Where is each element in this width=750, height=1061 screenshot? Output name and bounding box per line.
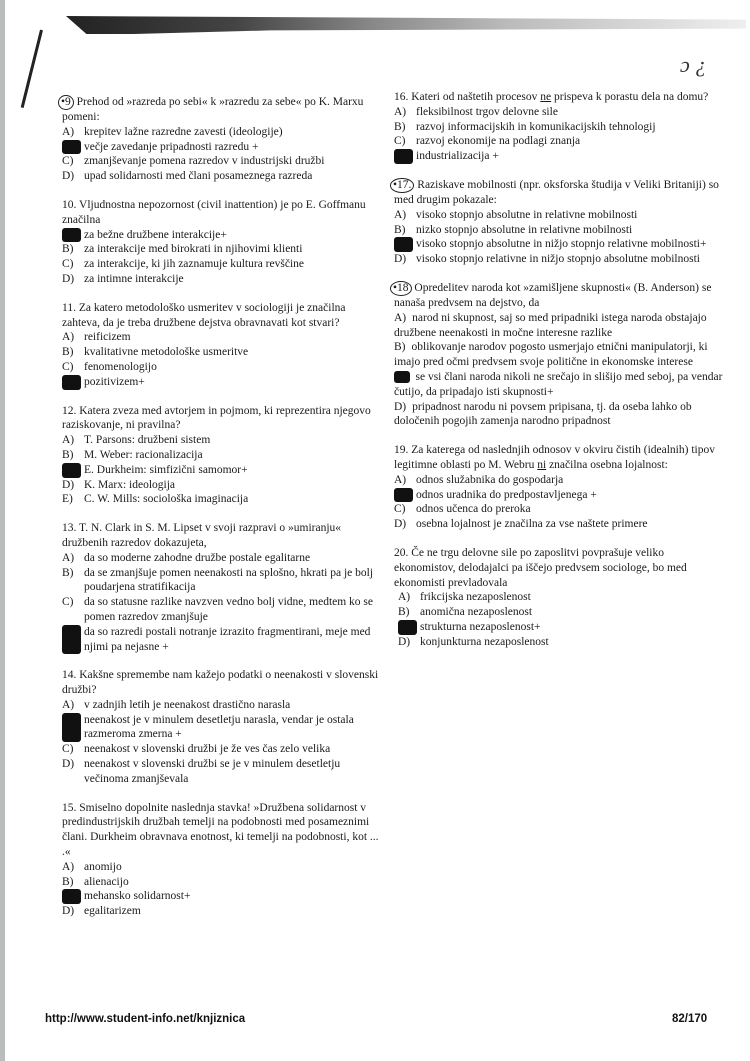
answer-text: reificizem bbox=[84, 331, 131, 344]
question-stem bbox=[394, 443, 728, 473]
question-number: 14. bbox=[62, 669, 77, 682]
answer-text: da se zmanjšuje pomen neenakosti na splošno, hkrati pa je bolj poudarjena stratifikacija bbox=[84, 566, 374, 594]
answer-option[interactable] bbox=[394, 208, 728, 223]
answer-option[interactable] bbox=[394, 473, 728, 488]
marked-answer-label: D) bbox=[62, 375, 81, 390]
answer-label: A) bbox=[394, 311, 407, 324]
scan-artifact-bar bbox=[66, 16, 746, 34]
question-19 bbox=[394, 443, 728, 532]
answer-label: B) bbox=[62, 875, 74, 888]
answer-option[interactable] bbox=[62, 566, 382, 596]
answer-text: za interakcije med birokrati in njihovimi klienti bbox=[84, 243, 303, 256]
answer-text: mehansko solidarnost+ bbox=[84, 890, 191, 903]
answer-option[interactable] bbox=[62, 757, 382, 787]
answer-label: A) bbox=[62, 331, 75, 344]
answer-option[interactable] bbox=[62, 595, 382, 625]
answer-label: D) bbox=[62, 272, 75, 285]
answer-label: A) bbox=[62, 698, 75, 711]
answer-text: alienacijo bbox=[84, 875, 129, 888]
answer-label: B) bbox=[62, 448, 74, 461]
answer-option[interactable] bbox=[394, 488, 728, 503]
question-text-underlined: ni bbox=[537, 458, 547, 471]
answer-label: D) bbox=[394, 518, 407, 531]
answer-text: kvalitativne metodološke usmeritve bbox=[84, 346, 249, 359]
question-stem bbox=[62, 301, 382, 331]
right-column bbox=[394, 90, 728, 650]
question-number: 12. bbox=[62, 404, 77, 417]
answer-option[interactable] bbox=[62, 345, 382, 360]
answer-text: anomična nezaposlenost bbox=[420, 606, 533, 619]
answer-label: B) bbox=[394, 341, 406, 354]
question-stem bbox=[62, 521, 382, 551]
answer-option[interactable] bbox=[62, 742, 382, 757]
question-17 bbox=[394, 178, 728, 267]
answer-text: narod ni skupnost, saj so med pripadniki istega naroda obstajajo družbene neenakosti in močne interesne razlike bbox=[394, 311, 707, 339]
answer-text: fleksibilnost trgov delovne sile bbox=[416, 105, 558, 118]
question-9 bbox=[62, 95, 382, 184]
question-text: Vljudnostna nepozornost (civil inattention) je po E. Goffmanu značilna bbox=[62, 198, 366, 226]
question-10 bbox=[62, 198, 382, 287]
marked-answer-label: B) bbox=[394, 488, 413, 503]
answer-text: odnos učenca do preroka bbox=[416, 503, 531, 516]
question-text-underlined: ne bbox=[540, 91, 552, 103]
question-13 bbox=[62, 521, 382, 654]
question-stem bbox=[394, 178, 728, 208]
answer-text: visoko stopnjo absolutne in nižjo stopnjo relativne mobilnosti+ bbox=[416, 238, 707, 251]
answer-label: A) bbox=[398, 591, 411, 604]
marked-answer-label: C) bbox=[398, 620, 417, 635]
answer-text: odnos uradnika do predpostavljenega + bbox=[416, 488, 597, 501]
answer-text: večje zavedanje pripadnosti razredu + bbox=[84, 140, 259, 153]
answer-option[interactable] bbox=[62, 492, 382, 507]
answer-option[interactable] bbox=[62, 698, 382, 713]
answer-text: za interakcije, ki jih zaznamuje kultura revščine bbox=[84, 258, 304, 271]
answer-text: se vsi člani naroda nikoli ne srečajo in slišijo med seboj, pa vendar čutijo, da pripadajo isti skupnosti+ bbox=[394, 370, 723, 398]
answer-option[interactable] bbox=[394, 149, 728, 164]
answer-option[interactable] bbox=[62, 875, 382, 890]
answer-label: A) bbox=[62, 551, 75, 564]
answer-option[interactable] bbox=[394, 620, 728, 635]
answer-option[interactable] bbox=[62, 125, 382, 140]
question-number: •17. bbox=[390, 178, 414, 193]
question-20 bbox=[394, 546, 728, 650]
answer-label: D) bbox=[398, 635, 411, 648]
question-text: značilna osebna lojalnost: bbox=[546, 458, 668, 471]
answer-option[interactable] bbox=[394, 311, 728, 341]
answer-label: D) bbox=[62, 758, 75, 771]
answer-text: fenomenologijo bbox=[84, 360, 157, 373]
answer-option[interactable] bbox=[62, 625, 382, 655]
marked-answer-label: C) bbox=[396, 370, 408, 383]
answer-text: konjunkturna nezaposlenost bbox=[420, 635, 549, 648]
answer-text: v zadnjih letih je neenakost drastično narasla bbox=[84, 698, 291, 711]
answer-text: K. Marx: ideologija bbox=[84, 478, 176, 491]
answer-text: C. W. Mills: sociološka imaginacija bbox=[84, 493, 249, 506]
question-number: 10. bbox=[62, 198, 77, 211]
answer-option[interactable] bbox=[62, 330, 382, 345]
question-18 bbox=[394, 281, 728, 429]
marked-answer-label: B) bbox=[62, 140, 81, 155]
question-text: Katera zveza med avtorjem in pojmom, ki reprezentira njegovo raziskovanje, ni pravilna? bbox=[62, 404, 371, 432]
answer-text: visoko stopnjo relativne in nižjo stopnjo absolutne mobilnosti bbox=[416, 253, 700, 266]
answer-text: da so statusne razlike navzven vedno bolj vidne, medtem ko se pomen razredov zmanjšuje bbox=[84, 596, 374, 623]
answer-label: D) bbox=[394, 400, 407, 413]
answer-text: da so razredi postali notranje izrazito fragmentirani, meje med njimi pa nejasne + bbox=[84, 625, 371, 653]
answer-option[interactable] bbox=[394, 370, 728, 400]
answer-label: B) bbox=[394, 223, 406, 236]
answer-label: B) bbox=[62, 346, 74, 359]
marked-answer-label: C) bbox=[62, 889, 81, 904]
answer-text: upad solidarnosti med člani posameznega razreda bbox=[84, 170, 313, 183]
answer-option[interactable] bbox=[62, 713, 382, 743]
answer-option[interactable] bbox=[62, 463, 382, 478]
answer-option[interactable] bbox=[62, 272, 382, 287]
question-number: •9 bbox=[58, 95, 74, 110]
question-text: Opredelitev naroda kot »zamišljene skupnosti« (B. Anderson) se nanaša predvsem na dejstvo, da bbox=[394, 281, 712, 309]
answer-option[interactable] bbox=[62, 448, 382, 463]
answer-option[interactable] bbox=[62, 360, 382, 375]
question-number: 11. bbox=[62, 301, 76, 314]
scan-artifact-line bbox=[21, 30, 43, 108]
question-number: 19. bbox=[394, 444, 409, 457]
question-stem bbox=[394, 281, 728, 311]
answer-text: krepitev lažne razredne zavesti (ideologije) bbox=[84, 125, 283, 138]
marked-answer-label: D) bbox=[394, 149, 413, 164]
question-text: Za katero metodološko usmeritev v sociologiji je značilna zahteva, da je treba družbene dejstva obravnavati kot stvari? bbox=[62, 301, 346, 329]
answer-option[interactable] bbox=[394, 105, 728, 120]
answer-label: B) bbox=[62, 566, 74, 579]
question-stem bbox=[62, 198, 382, 228]
answer-option[interactable] bbox=[394, 517, 728, 532]
answer-label: D) bbox=[62, 478, 75, 491]
answer-text: odnos služabnika do gospodarja bbox=[416, 473, 564, 486]
answer-option[interactable] bbox=[394, 605, 728, 620]
answer-text: pozitivizem+ bbox=[84, 375, 145, 388]
question-number: 20. bbox=[394, 546, 409, 559]
question-text: Za katerega od naslednjih odnosov v okviru čistih (idealnih) tipov legitimne oblasti po M. Webru bbox=[394, 444, 715, 471]
answer-label: B) bbox=[62, 243, 74, 256]
answer-label: C) bbox=[62, 258, 74, 271]
answer-label: E) bbox=[62, 493, 73, 506]
answer-label: A) bbox=[394, 208, 407, 221]
answer-option[interactable] bbox=[394, 223, 728, 238]
question-stem bbox=[62, 95, 382, 125]
question-16 bbox=[394, 90, 728, 164]
answer-option[interactable] bbox=[394, 400, 728, 430]
answer-label: C) bbox=[62, 596, 74, 609]
question-text: prispeva k porastu dela na domu? bbox=[551, 91, 709, 103]
question-stem bbox=[62, 404, 382, 434]
answer-option[interactable] bbox=[394, 590, 728, 605]
question-text: T. N. Clark in S. M. Lipset v svoji razpravi o »umiranju« družbenih razredov dokazujeta, bbox=[62, 522, 342, 549]
question-text: Kateri od naštetih procesov bbox=[411, 91, 541, 103]
answer-label: C) bbox=[394, 135, 406, 148]
answer-text: razvoj informacijskih in komunikacijskih tehnologij bbox=[416, 120, 656, 133]
handwritten-note: ɔ ¿ bbox=[680, 52, 707, 77]
answer-option[interactable] bbox=[394, 502, 728, 517]
answer-text: nizko stopnjo absolutne in relativne mobilnosti bbox=[416, 223, 633, 236]
answer-label: B) bbox=[398, 606, 410, 619]
answer-label: B) bbox=[394, 120, 406, 133]
answer-option[interactable] bbox=[394, 237, 728, 252]
answer-option[interactable] bbox=[62, 154, 382, 169]
marked-answer-label: B) bbox=[62, 713, 81, 743]
answer-text: neenakost v slovenski družbi se je v minulem desetletju večinoma zmanjševala bbox=[84, 758, 341, 785]
question-number: 16. bbox=[394, 91, 409, 103]
answer-label: C) bbox=[62, 360, 74, 373]
answer-text: E. Durkheim: simfizični samomor+ bbox=[84, 463, 248, 476]
answer-label: A) bbox=[62, 860, 75, 873]
answer-option[interactable] bbox=[62, 375, 382, 390]
answer-label: A) bbox=[62, 434, 75, 447]
answer-option[interactable] bbox=[394, 252, 728, 267]
answer-option[interactable] bbox=[62, 228, 382, 243]
answer-option[interactable] bbox=[62, 860, 382, 875]
answer-text: industrializacija + bbox=[416, 150, 499, 163]
answer-text: T. Parsons: družbeni sistem bbox=[84, 434, 211, 447]
answer-option[interactable] bbox=[62, 551, 382, 566]
answer-label: A) bbox=[394, 473, 407, 486]
answer-text: za intimne interakcije bbox=[84, 272, 184, 285]
answer-text: strukturna nezaposlenost+ bbox=[420, 620, 541, 633]
question-stem bbox=[394, 546, 728, 590]
marked-answer-label: C) bbox=[62, 463, 81, 478]
question-12 bbox=[62, 404, 382, 508]
question-11 bbox=[62, 301, 382, 390]
page-number: 82/170 bbox=[672, 1013, 708, 1025]
footer-url[interactable]: http://www.student-info.net/knjiznica bbox=[45, 1013, 246, 1025]
answer-label: D) bbox=[394, 253, 407, 266]
answer-text: zmanjševanje pomena razredov v industrijski družbi bbox=[84, 155, 325, 168]
answer-label: A) bbox=[394, 105, 407, 118]
question-number: 15. bbox=[62, 801, 77, 814]
answer-label: A) bbox=[62, 125, 75, 138]
question-stem bbox=[62, 801, 382, 860]
answer-option[interactable] bbox=[394, 340, 728, 370]
answer-option[interactable] bbox=[62, 140, 382, 155]
question-number: •18 bbox=[390, 281, 412, 296]
answer-text: da so moderne zahodne družbe postale egalitarne bbox=[84, 551, 311, 564]
answer-text: visoko stopnjo absolutne in relativne mobilnosti bbox=[416, 208, 638, 221]
answer-option[interactable] bbox=[62, 169, 382, 184]
question-number: 13. bbox=[62, 522, 77, 535]
question-14 bbox=[62, 668, 382, 786]
question-stem bbox=[62, 668, 382, 698]
answer-option[interactable] bbox=[394, 635, 728, 650]
question-text: Raziskave mobilnosti (npr. oksforska študija v Veliki Britaniji) so med drugim pokazale: bbox=[394, 178, 719, 206]
answer-text: anomijo bbox=[84, 860, 122, 873]
answer-label: C) bbox=[62, 155, 74, 168]
answer-text: frikcijska nezaposlenost bbox=[420, 591, 531, 604]
answer-text: egalitarizem bbox=[84, 905, 141, 918]
answer-label: D) bbox=[62, 170, 75, 183]
question-stem bbox=[394, 90, 728, 105]
answer-option[interactable] bbox=[62, 904, 382, 919]
question-text: Kakšne spremembe nam kažejo podatki o neenakosti v slovenski družbi? bbox=[62, 669, 379, 697]
question-text: Smiselno dopolnite naslednja stavka! »Družbena solidarnost v predindustrijskih družbah temelji na podobnosti med posameznimi člani. Durkheim obravnava enotnost, ki temelji na podobnosti, kot ... .« bbox=[62, 801, 379, 859]
answer-text: neenakost v slovenski družbi je že ves čas zelo velika bbox=[84, 743, 331, 756]
question-text: Prehod od »razreda po sebi« k »razredu za sebe« po K. Marxu pomeni: bbox=[62, 96, 364, 123]
answer-label: D) bbox=[62, 905, 75, 918]
answer-text: neenakost je v minulem desetletju narasla, vendar je ostala razmeroma zmerna + bbox=[84, 713, 354, 741]
answer-text: razvoj ekonomije na podlagi znanja bbox=[416, 135, 581, 148]
answer-option[interactable] bbox=[62, 433, 382, 448]
answer-option[interactable] bbox=[62, 242, 382, 257]
answer-option[interactable] bbox=[394, 134, 728, 149]
answer-option[interactable] bbox=[62, 257, 382, 272]
question-text: Če ne trgu delovne sile po zaposlitvi povprašuje veliko ekonomistov, delodajalci pa iščejo predvsem sociologe, bo med ekonomisti prevladovala bbox=[394, 546, 687, 589]
answer-text: osebna lojalnost je značilna za vse naštete primere bbox=[416, 518, 648, 531]
answer-option[interactable] bbox=[62, 889, 382, 904]
answer-text: M. Weber: racionalizacija bbox=[84, 448, 203, 461]
marked-answer-label: D) bbox=[62, 625, 81, 655]
scan-edge bbox=[0, 0, 5, 1061]
marked-answer-label: C) bbox=[394, 237, 413, 252]
answer-text: pripadnost narodu ni povsem pripisana, tj. da oseba lahko ob določenih pogojih zamenja narodno pripadnost bbox=[394, 400, 692, 428]
answer-text: oblikovanje narodov pogosto usmerjajo etnični manipulatorji, ki imajo pred očmi predvsem svoje politične in ekonomske interese bbox=[394, 341, 708, 369]
answer-option[interactable] bbox=[62, 478, 382, 493]
marked-answer-label: A) bbox=[62, 228, 81, 243]
question-15 bbox=[62, 801, 382, 919]
answer-label: C) bbox=[394, 503, 406, 516]
answer-option[interactable] bbox=[394, 120, 728, 135]
answer-label: C) bbox=[62, 743, 74, 756]
answer-text: za bežne družbene interakcije+ bbox=[84, 228, 227, 241]
left-column bbox=[62, 95, 382, 919]
